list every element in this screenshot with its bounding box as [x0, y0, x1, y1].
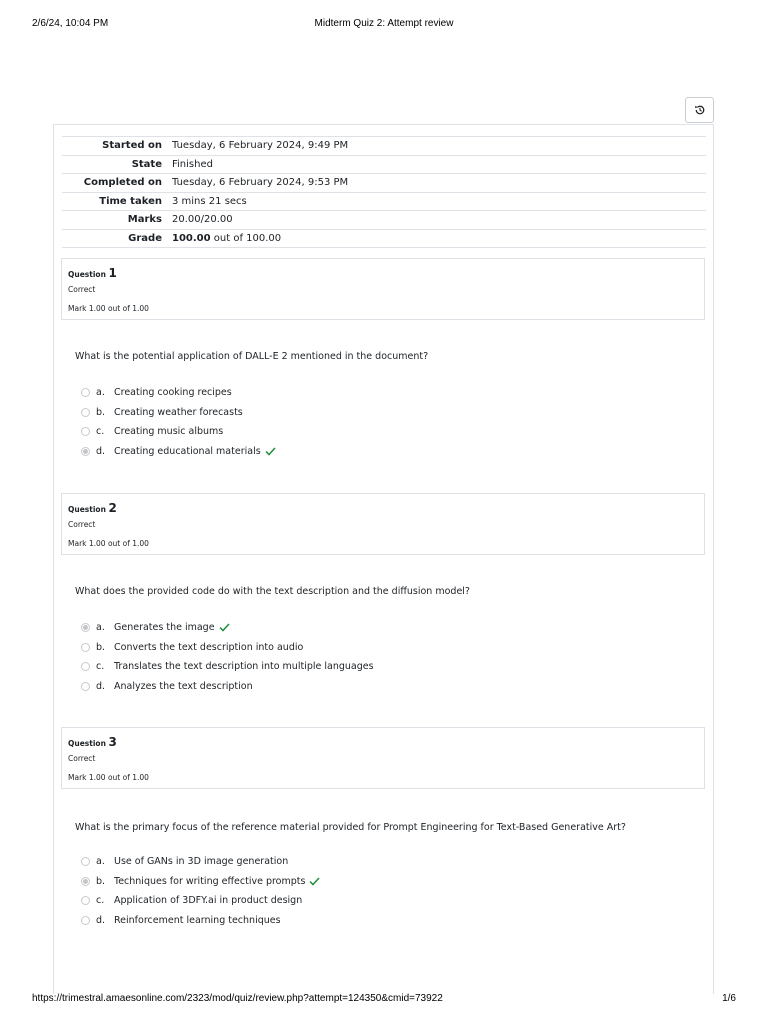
- question-number: [68, 735, 698, 749]
- answer-text: Analyzes the text description: [114, 680, 253, 692]
- grade-out-of: out of 100.00: [210, 232, 282, 244]
- answer-text: Generates the image: [114, 622, 215, 634]
- question-state: Correct: [68, 754, 96, 763]
- print-url: https://trimestral.amaesonline.com/2323/mod/quiz/review.php?attempt=124350&cmid=73922: [32, 993, 443, 1004]
- answer-option-selected: [81, 872, 320, 892]
- radio-button[interactable]: [81, 388, 90, 397]
- answer-letter: b.: [96, 875, 106, 887]
- checkmark-icon: [309, 877, 320, 886]
- radio-button[interactable]: [81, 427, 90, 436]
- summary-value: Tuesday, 6 February 2024, 9:49 PM: [172, 140, 349, 152]
- answer-option: [81, 422, 276, 442]
- answer-option: [81, 383, 276, 403]
- question-label: Question: [68, 739, 106, 748]
- answer-letter: d.: [96, 680, 106, 692]
- question-info-2: [61, 493, 705, 555]
- question-state: Correct: [68, 285, 96, 294]
- summary-value: 20.00/20.00: [172, 214, 233, 226]
- print-title: Midterm Quiz 2: Attempt review: [314, 18, 454, 29]
- answer-letter: a.: [96, 387, 105, 399]
- question-number: [68, 501, 698, 515]
- answer-list-1: [81, 383, 276, 461]
- radio-button-checked[interactable]: [81, 877, 90, 886]
- answer-letter: d.: [96, 914, 106, 926]
- print-footer: [32, 993, 736, 1007]
- checkmark-icon: [219, 623, 230, 632]
- radio-button[interactable]: [81, 643, 90, 652]
- print-page-number: 1/6: [722, 993, 736, 1004]
- question-text-1: What is the potential application of DALL-E 2 mentioned in the document?: [75, 351, 429, 362]
- answer-text: Converts the text description into audio: [114, 641, 304, 653]
- answer-letter: d.: [96, 445, 106, 457]
- answer-letter: a.: [96, 856, 105, 868]
- answer-option: [81, 657, 374, 677]
- answer-text: Translates the text description into multiple languages: [114, 661, 374, 673]
- answer-option: [81, 677, 374, 697]
- answer-text: Creating music albums: [114, 426, 224, 438]
- attempt-summary-table: [62, 136, 706, 248]
- summary-row: [62, 174, 706, 193]
- answer-letter: b.: [96, 406, 106, 418]
- checkmark-icon: [265, 447, 276, 456]
- summary-label: Time taken: [99, 195, 162, 207]
- question-state: Correct: [68, 520, 96, 529]
- history-icon: [694, 104, 706, 116]
- summary-row: [62, 211, 706, 230]
- print-header: [32, 18, 736, 32]
- answer-letter: a.: [96, 622, 105, 634]
- radio-button-checked[interactable]: [81, 447, 90, 456]
- answer-option-selected: [81, 618, 374, 638]
- summary-label: Started on: [102, 140, 162, 152]
- question-mark: Mark 1.00 out of 1.00: [68, 539, 149, 548]
- answer-text: Application of 3DFY.ai in product design: [114, 895, 303, 907]
- answer-list-3: [81, 852, 320, 930]
- summary-value: [167, 229, 706, 248]
- answer-text: Techniques for writing effective prompts: [114, 875, 306, 887]
- radio-button[interactable]: [81, 916, 90, 925]
- summary-label: Marks: [127, 214, 162, 226]
- answer-option-selected: [81, 442, 276, 462]
- question-mark: Mark 1.00 out of 1.00: [68, 304, 149, 313]
- answer-list-2: [81, 618, 374, 696]
- answer-text: Use of GANs in 3D image generation: [114, 856, 289, 868]
- answer-option: [81, 891, 320, 911]
- summary-value: Tuesday, 6 February 2024, 9:53 PM: [172, 177, 349, 189]
- question-number: [68, 266, 698, 280]
- answer-letter: c.: [96, 426, 105, 438]
- question-text-2: What does the provided code do with the text description and the diffusion model?: [75, 586, 470, 597]
- radio-button[interactable]: [81, 662, 90, 671]
- radio-button[interactable]: [81, 857, 90, 866]
- answer-letter: c.: [96, 661, 105, 673]
- answer-option: [81, 403, 276, 423]
- answer-option: [81, 638, 374, 658]
- print-datetime: 2/6/24, 10:04 PM: [32, 18, 109, 29]
- question-num: 2: [108, 501, 117, 515]
- summary-row: [62, 137, 706, 156]
- summary-value: Finished: [172, 158, 213, 170]
- answer-text: Creating educational materials: [114, 445, 261, 457]
- question-info-1: [61, 258, 705, 320]
- question-label: Question: [68, 505, 106, 514]
- answer-text: Creating cooking recipes: [114, 387, 232, 399]
- answer-text: Creating weather forecasts: [114, 406, 243, 418]
- summary-row: [62, 192, 706, 211]
- question-mark: Mark 1.00 out of 1.00: [68, 773, 149, 782]
- question-label: Question: [68, 270, 106, 279]
- radio-button[interactable]: [81, 408, 90, 417]
- answer-option: [81, 852, 320, 872]
- summary-value: 3 mins 21 secs: [172, 195, 247, 207]
- answer-letter: b.: [96, 641, 106, 653]
- radio-button-checked[interactable]: [81, 623, 90, 632]
- answer-text: Reinforcement learning techniques: [114, 914, 281, 926]
- summary-label: Grade: [128, 232, 162, 244]
- grade-value: 100.00: [172, 232, 211, 244]
- summary-row: [62, 155, 706, 174]
- radio-button[interactable]: [81, 682, 90, 691]
- question-text-3: What is the primary focus of the reference material provided for Prompt Engineering for Text-Based Generative Art?: [75, 822, 626, 833]
- answer-letter: c.: [96, 895, 105, 907]
- summary-label: Completed on: [83, 177, 162, 189]
- question-num: 3: [108, 735, 117, 749]
- summary-row: [62, 229, 706, 248]
- history-button[interactable]: [685, 97, 714, 123]
- question-info-3: [61, 727, 705, 789]
- summary-label: State: [131, 158, 162, 170]
- radio-button[interactable]: [81, 896, 90, 905]
- question-num: 1: [108, 266, 117, 280]
- answer-option: [81, 911, 320, 931]
